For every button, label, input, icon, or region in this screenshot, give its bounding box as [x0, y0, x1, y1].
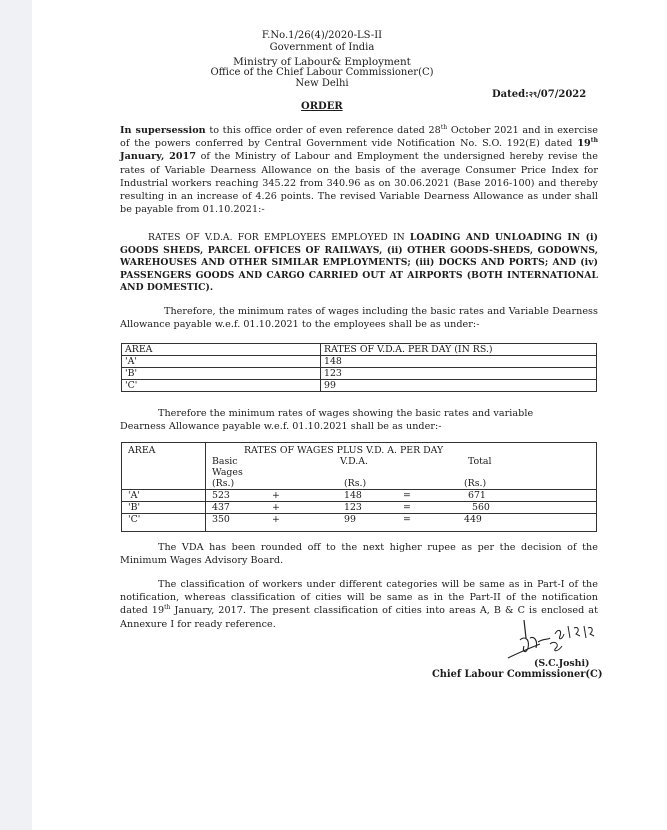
para1-text-1: to this office order of even reference dated 28 — [205, 125, 441, 136]
vda-rates-table — [121, 343, 597, 392]
dated-line — [492, 89, 586, 100]
table-row — [122, 368, 597, 380]
para6-text-1: The classification of workers under different categories will be same as in Part-I of the notification, whereas classification of cities will be same as in the Part-II of the notification dated 19 — [120, 579, 598, 617]
group-header: RATES OF WAGES PLUS V.D. A. PER DAY — [244, 445, 444, 456]
equals-sign: = — [403, 514, 411, 525]
paragraph-wages-with-vda: Therefore the minimum rates of wages showing the basic rates and variable Dearness Allowance payable w.e.f. 01.10.2021 shall be as under:- — [120, 408, 534, 433]
basic-cell: 437 — [212, 502, 230, 513]
basic-unit: (Rs.) — [212, 478, 235, 489]
total-cell: 560 — [472, 502, 490, 513]
table-row — [122, 356, 597, 368]
para1-text-3: of the Ministry of Labour and Employment the undersigned hereby revise the rates of Variable Dearness Allowance on the basis of the average Consumer Price Index for Industrial workers reaching 345.22 from 340.96 as on 30.06.2021 (Base 2016-100) and thereby resulting in an increase of 4.26 points. The revised Variable Dearness Allowance as under shall be payable from 01.10.2021:- — [120, 151, 598, 216]
area-cell: 'B' — [122, 368, 321, 380]
table-header-cell: RATES OF V.D.A. PER DAY (IN RS.) — [321, 344, 597, 356]
government-line: Government of India — [269, 42, 375, 53]
vda-unit: (Rs.) — [344, 478, 367, 489]
notification-day: 19 — [577, 138, 591, 150]
notification-sup: th — [590, 137, 598, 145]
signatory-designation: Chief Labour Commissioner(C) — [432, 669, 603, 680]
equals-sign: = — [403, 502, 411, 513]
plus-sign: + — [272, 490, 280, 501]
para2-normal: RATES OF V.D.A. FOR EMPLOYEES EMPLOYED IN — [148, 232, 410, 243]
area-cell: 'C' — [122, 380, 321, 392]
area-cell: 'C' — [128, 514, 141, 525]
basic-cell: 350 — [212, 514, 230, 525]
plus-sign: + — [272, 502, 280, 513]
basic-cell: 523 — [212, 490, 230, 501]
vda-cell: 148 — [321, 356, 597, 368]
vda-header: V.D.A. — [340, 456, 369, 467]
table-row — [122, 380, 597, 392]
basic-header: Basic — [212, 456, 238, 467]
vda-cell: 148 — [344, 490, 362, 501]
vda-cell: 123 — [321, 368, 597, 380]
ministry-line: Ministry of Labour& Employment — [233, 56, 411, 68]
dated-label: Dated: — [492, 89, 529, 100]
table-row — [122, 514, 596, 525]
dated-rest: /07/2022 — [537, 89, 587, 100]
wages-plus-vda-table — [121, 442, 597, 532]
plus-sign: + — [272, 514, 280, 525]
equals-sign: = — [403, 490, 411, 501]
area-header: AREA — [128, 445, 156, 456]
signatory-name: (S.C.Joshi) — [534, 658, 590, 669]
document-page — [32, 0, 667, 830]
table-header-row — [122, 344, 597, 356]
total-cell: 449 — [464, 514, 482, 525]
wages-header: Wages — [212, 467, 243, 478]
office-line: Office of the Chief Labour Commissioner(C) — [210, 67, 434, 78]
total-unit: (Rs.) — [464, 478, 487, 489]
area-cell: 'A' — [128, 490, 140, 501]
paragraph-vda-rounding: The VDA has been rounded off to the next higher rupee as per the decision of the Minimum Wages Advisory Board. — [120, 542, 598, 567]
para6-text-2: January, 2017. The present classification of cities into areas A, B & C is enclosed at Annexure I for ready reference. — [120, 605, 598, 630]
area-cell: 'B' — [128, 502, 141, 513]
file-number: F.No.1/26(4)/2020-LS-II — [261, 30, 383, 41]
dated-day: २९ — [528, 90, 538, 99]
para2-bold: LOADING AND UNLOADING IN (i) GOODS SHEDS, PARCEL OFFICES OF RAILWAYS, (ii) OTHER GOODS-SHEDS, GODOWNS, WAREHOUSES AND OTHER SIMILAR EMPLOYMENTS; (iii) DOCKS AND PORTS; AND (iv) PASSENGERS GOODS AND CARGO CARRIED OUT AT AIRPORTS (BOTH INTERNATIONAL AND DOMESTIC). — [120, 232, 598, 294]
total-cell: 671 — [468, 490, 486, 501]
city-line: New Delhi — [295, 78, 349, 89]
area-cell: 'A' — [122, 356, 321, 368]
para1-text-2: October 2021 and in exercise of the powers conferred by Central Government vide Notification No. S.O. 192(E) dated — [120, 125, 598, 150]
order-title: ORDER — [301, 101, 343, 112]
paragraph-minimum-rates: Therefore, the minimum rates of wages including the basic rates and Variable Dearness Allowance payable w.e.f. 01.10.2021 to the employees shall be as under:- — [120, 306, 598, 331]
table-row — [122, 490, 596, 501]
para6-sup: th — [164, 604, 171, 612]
total-header: Total — [468, 456, 492, 467]
notification-month-year: January, 2017 — [120, 151, 197, 163]
table-header-cell: AREA — [122, 344, 321, 356]
vda-cell: 99 — [344, 514, 356, 525]
supersession-bold: In supersession — [120, 125, 206, 136]
table-row — [122, 502, 596, 513]
vda-cell: 123 — [344, 502, 362, 513]
paragraph-vda-rates-scope — [120, 232, 598, 295]
paragraph-supersession — [120, 124, 598, 216]
vda-cell: 99 — [321, 380, 597, 392]
para1-sup: th — [440, 124, 448, 131]
